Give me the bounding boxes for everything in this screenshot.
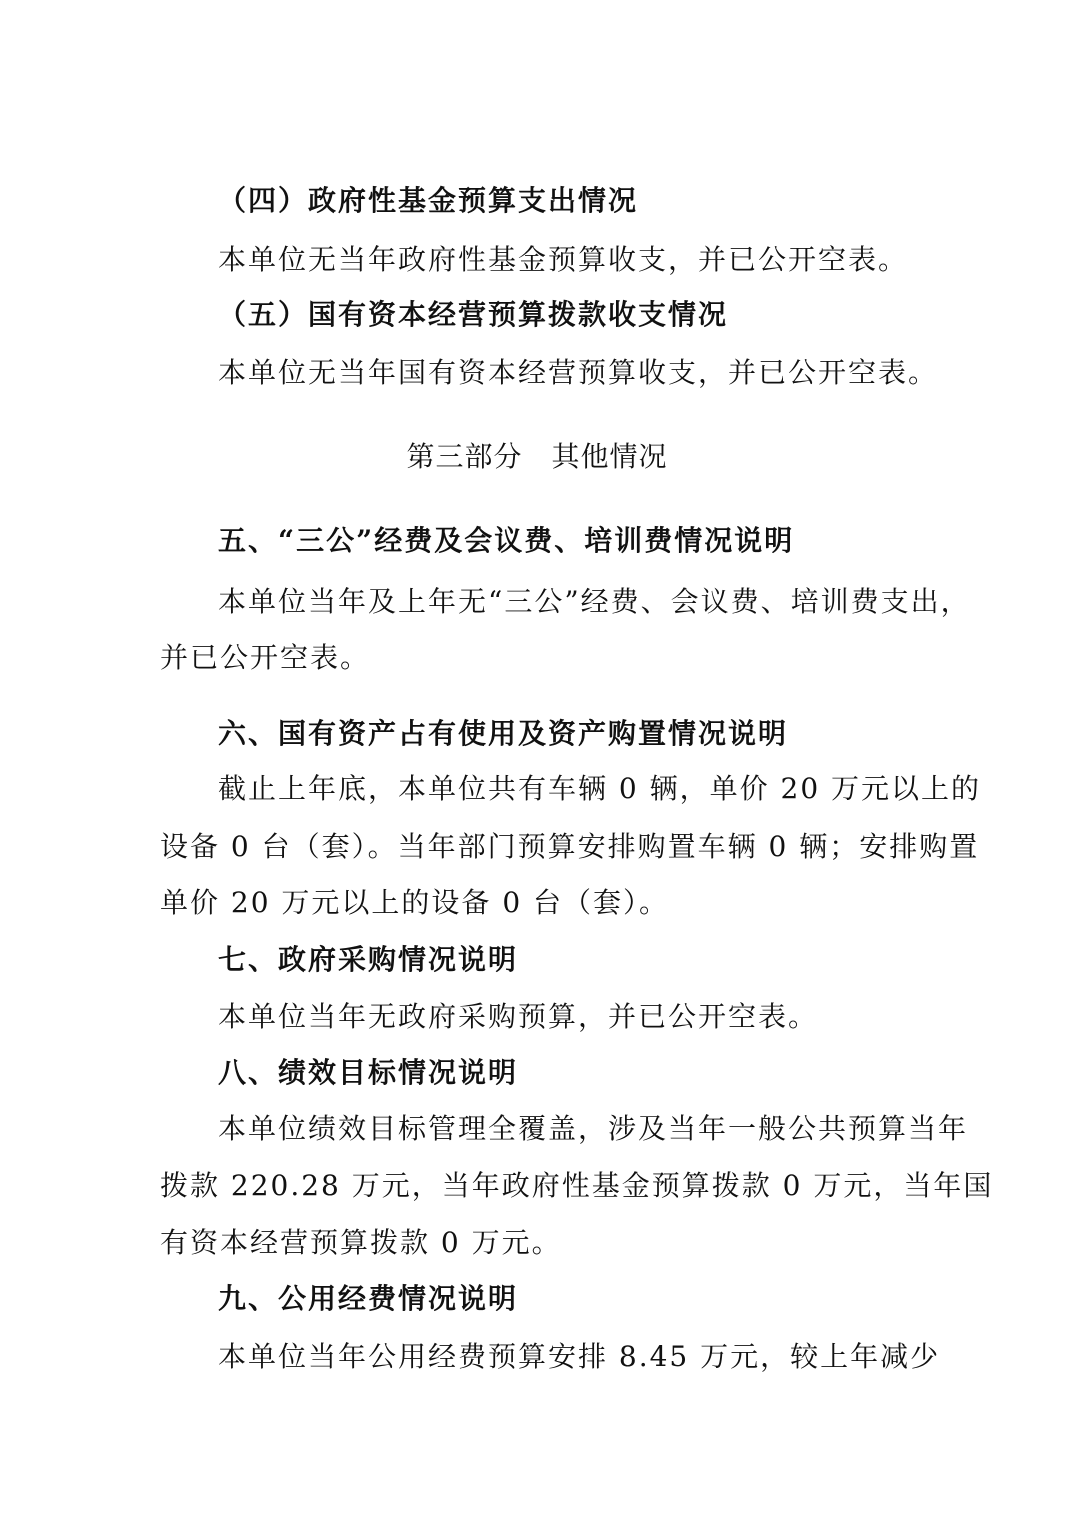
paragraph-government-fund: 本单位无当年政府性基金预算收支，并已公开空表。: [218, 243, 909, 276]
heading-performance-targets: 八、绩效目标情况说明: [218, 1056, 519, 1089]
paragraph-government-procurement: 本单位当年无政府采购预算，并已公开空表。: [218, 1000, 819, 1033]
heading-three-public-expenses: 五、“三公”经费及会议费、培训费情况说明: [218, 524, 795, 557]
heading-government-fund-expenditure: （四）政府性基金预算支出情况: [218, 184, 639, 217]
paragraph-state-assets-line2: 设备 0 台（套）。当年部门预算安排购置车辆 0 辆；安排购置: [160, 830, 980, 863]
part-three-title: 第三部分 其他情况: [406, 440, 668, 473]
paragraph-performance-targets-line1: 本单位绩效目标管理全覆盖，涉及当年一般公共预算当年: [218, 1112, 969, 1145]
paragraph-three-public-expenses-line2: 并已公开空表。: [160, 641, 371, 674]
paragraph-state-capital-budget: 本单位无当年国有资本经营预算收支，并已公开空表。: [218, 356, 939, 389]
paragraph-performance-targets-line2: 拨款 220.28 万元，当年政府性基金预算拨款 0 万元，当年国: [160, 1169, 994, 1202]
heading-government-procurement: 七、政府采购情况说明: [218, 943, 519, 976]
paragraph-state-assets-line1: 截止上年底，本单位共有车辆 0 辆，单价 20 万元以上的: [218, 772, 982, 805]
paragraph-three-public-expenses-line1: 本单位当年及上年无“三公”经费、会议费、培训费支出，: [218, 585, 971, 618]
heading-public-funds: 九、公用经费情况说明: [218, 1282, 519, 1315]
paragraph-performance-targets-line3: 有资本经营预算拨款 0 万元。: [160, 1226, 562, 1259]
heading-state-assets: 六、国有资产占有使用及资产购置情况说明: [218, 717, 789, 750]
paragraph-public-funds-line1: 本单位当年公用经费预算安排 8.45 万元，较上年减少: [218, 1340, 941, 1373]
paragraph-state-assets-line3: 单价 20 万元以上的设备 0 台（套）。: [160, 886, 670, 919]
heading-state-capital-budget: （五）国有资本经营预算拨款收支情况: [218, 298, 729, 331]
